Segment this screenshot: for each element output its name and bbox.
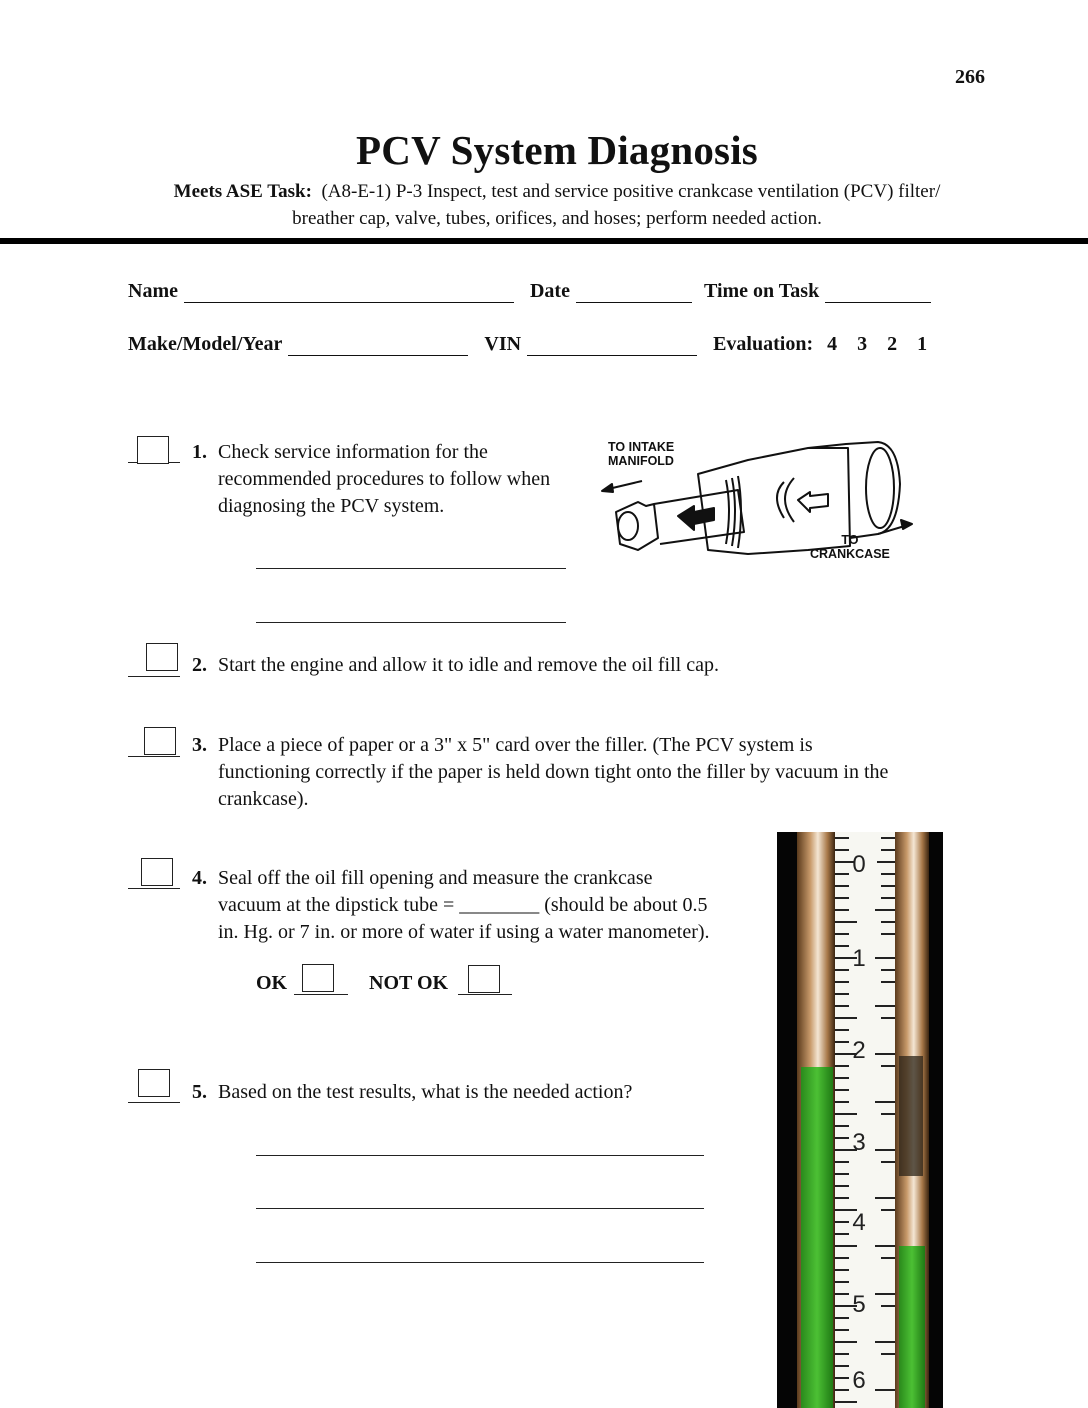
header-fields-row-1 (128, 280, 931, 303)
page-title: PCV System Diagnosis (356, 127, 758, 173)
evaluation-option-3[interactable]: 3 (857, 333, 868, 355)
step-4-checkbox-underline (128, 888, 180, 889)
step-5-answer-line-1[interactable] (256, 1155, 704, 1156)
step-5-checkbox[interactable] (138, 1069, 170, 1097)
svg-text:3: 3 (852, 1129, 866, 1156)
name-label: Name (128, 280, 178, 302)
svg-text:2: 2 (852, 1037, 866, 1064)
step-2-number: 2. (192, 654, 207, 676)
step-3-line-3: crankcase). (218, 788, 309, 810)
ok-label: OK (256, 972, 288, 994)
header-divider (0, 238, 1088, 244)
ok-checkbox-underline (294, 994, 348, 995)
step-5-answer-line-2[interactable] (256, 1208, 704, 1209)
vin-field[interactable] (527, 337, 697, 356)
step-1-line-1: Check service information for the (218, 441, 488, 463)
svg-text:0: 0 (852, 851, 866, 878)
step-3-line-1: Place a piece of paper or a 3" x 5" card over the filler. (The PCV system is (218, 734, 813, 756)
not-ok-checkbox-underline (458, 994, 512, 995)
step-5-number: 5. (192, 1081, 207, 1103)
ase-task-description (0, 178, 1088, 232)
ase-task-line1: (A8-E-1) P-3 Inspect, test and service positive crankcase ventilation (PCV) filter/ (321, 181, 941, 202)
step-4-line-2: vacuum at the dipstick tube = ________ (should be about 0.5 (218, 894, 708, 916)
step-2-checkbox[interactable] (146, 643, 178, 671)
svg-text:6: 6 (852, 1367, 866, 1394)
ok-checkbox[interactable] (302, 964, 334, 992)
step-4-number: 4. (192, 867, 207, 889)
not-ok-checkbox[interactable] (468, 965, 500, 993)
step-1-answer-line-2[interactable] (256, 622, 566, 623)
svg-text:4: 4 (852, 1209, 866, 1236)
step-4-line-3: in. Hg. or 7 in. or more of water if using a water manometer). (218, 921, 710, 943)
diagram-label-intake: TO INTAKE MANIFOLD (608, 440, 675, 468)
not-ok-label: NOT OK (369, 972, 449, 994)
step-5-checkbox-underline (128, 1102, 180, 1103)
step-1-checkbox[interactable] (137, 436, 169, 464)
page-number: 266 (955, 66, 985, 88)
evaluation-label: Evaluation: (713, 333, 814, 355)
time-on-task-label: Time on Task (703, 280, 820, 302)
evaluation-option-1[interactable]: 1 (917, 333, 928, 355)
step-1-line-2: recommended procedures to follow when (218, 468, 551, 490)
step-3-line-2: functioning correctly if the paper is held down tight onto the filler by vacuum in the (218, 761, 889, 783)
ase-task-line2: breather cap, valve, tubes, orifices, and hoses; perform needed action. (292, 208, 822, 229)
diagram-label-crankcase: TO CRANKCASE (810, 533, 890, 561)
step-5-line-1: Based on the test results, what is the needed action? (218, 1081, 633, 1103)
svg-text:5: 5 (852, 1291, 866, 1318)
name-field[interactable] (184, 284, 514, 303)
pcv-valve-diagram (598, 434, 916, 568)
water-manometer-icon (777, 832, 943, 1408)
evaluation-option-2[interactable]: 2 (887, 333, 898, 355)
step-2-line-1: Start the engine and allow it to idle and remove the oil fill cap. (218, 654, 719, 676)
ase-task-label: Meets ASE Task: (173, 181, 312, 202)
time-on-task-field[interactable] (825, 284, 931, 303)
step-4-checkbox[interactable] (141, 858, 173, 886)
date-field[interactable] (576, 284, 692, 303)
step-3-checkbox-underline (128, 756, 180, 757)
svg-text:1: 1 (852, 945, 866, 972)
header-fields-row-2 (128, 333, 927, 356)
step-5-answer-line-3[interactable] (256, 1262, 704, 1263)
make-model-year-label: Make/Model/Year (128, 333, 283, 355)
date-label: Date (529, 280, 570, 302)
step-2-checkbox-underline (128, 676, 180, 677)
step-1-answer-line-1[interactable] (256, 568, 566, 569)
step-4-line-1: Seal off the oil fill opening and measure the crankcase (218, 867, 653, 889)
make-model-year-field[interactable] (288, 337, 468, 356)
step-3-number: 3. (192, 734, 207, 756)
step-3-checkbox[interactable] (144, 727, 176, 755)
manometer-photo (777, 832, 943, 1408)
vin-label: VIN (484, 333, 522, 355)
evaluation-option-4[interactable]: 4 (827, 333, 838, 355)
step-1-number: 1. (192, 441, 207, 463)
step-1-line-3: diagnosing the PCV system. (218, 495, 445, 517)
